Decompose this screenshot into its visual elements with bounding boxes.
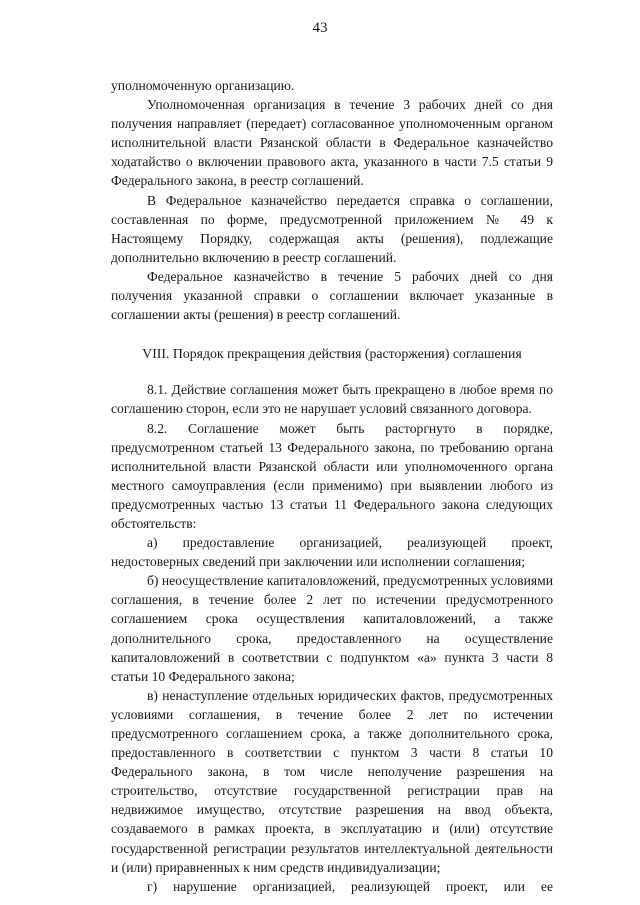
paragraph-item-g: г) нарушение организацией, реализующей проект, или ее: [147, 878, 553, 894]
paragraph-continuation: уполномоченную организацию.: [111, 78, 295, 93]
paragraph-8-1: 8.1. Действие соглашения может быть прекращено в любое время по соглашению сторон, если это не нарушает условий связанного договора.: [111, 382, 553, 417]
paragraph-8-2: 8.2. Соглашение может быть расторгнуто в порядке, предусмотренном статьей 13 Федерального закона, по требованию органа исполнительной власти Рязанской области или уполномоченного органа местного самоуправления (если применимо) при выявлении любого из предусмотренных частью 13 статьи 11 Федерального закона следующих обстоятельств:: [111, 420, 553, 531]
paragraph-item-a: а) предоставление организацией, реализующей проект, недостоверных сведений при заключении или исполнении соглашения;: [111, 535, 553, 570]
document-body: [111, 76, 553, 896]
page-number: 43: [312, 20, 328, 36]
paragraph-treasury-inclusion: Федеральное казначейство в течение 5 рабочих дней со дня получения указанной справки о соглашении включает указанные в соглашении акты (решения) в реестр соглашений.: [111, 268, 553, 323]
paragraph-treasury-certificate: В Федеральное казначейство передается справка о соглашении, составленная по форме, предусмотренной приложением № 49 к Настоящему Порядку, содержащая акты (решения), подлежащие дополнительно включению в реестр соглашений.: [111, 192, 553, 265]
section-heading: VIII. Порядок прекращения действия (расторжения) соглашения: [142, 346, 522, 362]
paragraph-authorized-org: Уполномоченная организация в течение 3 рабочих дней со дня получения направляет (передает) согласованное уполномоченным органом исполнительной власти Рязанской области в Федеральное казначейство ходатайство о включении правового акта, указанного в части 7.5 статьи 9 Федерального закона, в реестр соглашений.: [111, 97, 553, 189]
paragraph-item-v: в) ненаступление отдельных юридических фактов, предусмотренных условиями соглашения, в течение более 2 лет по истечении предусмотренного соглашением срока, а также дополнительного срока, предоставленного в соответствии с пунктом 3 части 8 статьи 10 Федерального закона, в том числе неполучение разрешения на строительство, отсутствие государственной регистрации прав на недвижимое имущество, отсутствие разрешения на ввод объекта, создаваемого в рамках проекта, в эксплуатацию и (или) отсутствие государственной регистрации результатов интеллектуальной деятельности и (или) приравненных к ним средств индивидуализации;: [111, 687, 553, 875]
paragraph-item-b: б) неосуществление капиталовложений, предусмотренных условиями соглашения, в течение более 2 лет по истечении предусмотренного соглашением срока осуществления капиталовложений, а также дополнительного срока, предоставленного на осуществление капиталовложений в соответствии с подпунктом «а» пункта 3 части 8 статьи 10 Федерального закона;: [111, 573, 553, 684]
